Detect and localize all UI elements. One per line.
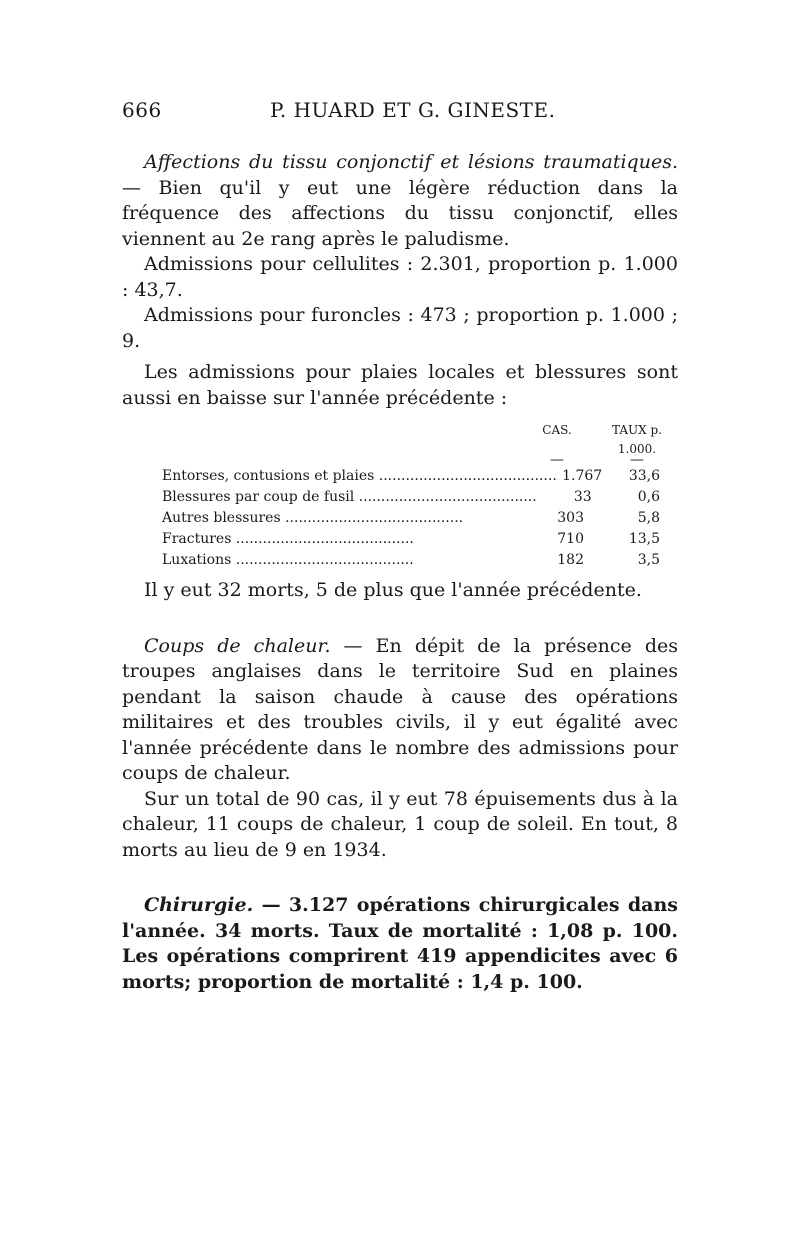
table-header-rule — [162, 451, 682, 467]
running-title: P. HUARD ET G. GINESTE. — [270, 98, 556, 122]
paragraph-furoncles: Admissions pour furoncles : 473 ; proportion p. 1.000 ; 9. — [122, 304, 678, 352]
row-taux: 5,8 — [637, 510, 660, 526]
table-row — [162, 551, 682, 572]
row-taux: 33,6 — [628, 468, 660, 484]
section-heading-affections: Affections du tissu conjonctif et lésions traumatiques. — [144, 151, 678, 173]
row-label: Luxations ........................................ — [162, 552, 414, 568]
row-label-text: Luxations — [162, 552, 232, 568]
paragraph-text: — Bien qu'il y eut une légère réduction dans la fréquence des affections du tissu conjonctif, elles viennent au 2e rang après le paludisme. — [122, 176, 678, 250]
row-taux: 3,5 — [637, 552, 660, 568]
rule-dash: — — [550, 452, 564, 468]
running-header — [122, 98, 678, 128]
rule-dash: — — [630, 452, 644, 468]
row-label: Fractures ........................................ — [162, 531, 414, 547]
paragraph-affections — [122, 150, 678, 252]
table-row — [162, 509, 682, 530]
row-cas: 303 — [557, 510, 584, 526]
row-label-text: Fractures — [162, 531, 232, 547]
paragraph-coups-total: Sur un total de 90 cas, il y eut 78 épuisements dus à la chaleur, 11 coups de chaleur, 1 coup de soleil. En tout, 8 morts au lieu de 9 en 1934. — [122, 787, 678, 861]
paragraph-plaies: Les admissions pour plaies locales et blessures sont aussi en baisse sur l'année précédente : — [122, 361, 678, 409]
row-cas: 182 — [557, 552, 584, 568]
column-header-taux: TAUX p. 1.000. — [612, 423, 662, 456]
row-label: Autres blessures ........................................ — [162, 510, 464, 526]
paragraph-text: — 3.127 opérations chirurgicales dans l'année. 34 morts. Taux de mortalité : 1,08 p. 100. Les opérations comprirent 419 appendicites avec 6 morts; proportion de mortalité : 1,4 p. 100. — [122, 894, 678, 993]
paragraph-morts: Il y eut 32 morts, 5 de plus que l'année précédente. — [144, 579, 642, 601]
row-label-text: Blessures par coup de fusil — [162, 489, 355, 505]
row-cas: 710 — [557, 531, 584, 547]
table-row — [162, 488, 682, 509]
page-number: 666 — [122, 98, 162, 122]
paragraph-cellulites: Admissions pour cellulites : 2.301, proportion p. 1.000 : 43,7. — [122, 253, 678, 301]
body-text — [122, 150, 678, 995]
table-row — [162, 530, 682, 551]
table-row — [162, 467, 682, 488]
traumatic-lesions-table — [162, 421, 682, 572]
section-heading-coups-de-chaleur: Coups de chaleur. — [144, 634, 331, 657]
paragraph-text: — En dépit de la présence des troupes anglaises dans le territoire Sud en plaines pendant la saison chaude à cause des opérations militaires et des troubles civils, il y eut égalité avec l'année précédente dans le nombre des admissions pour coups de chaleur. — [122, 634, 678, 784]
chirurgie-bold — [122, 894, 678, 993]
row-taux: 13,5 — [628, 531, 660, 547]
paragraph-coups-de-chaleur — [122, 634, 678, 787]
row-label: Blessures par coup de fusil ........................................ — [162, 489, 537, 505]
paragraph-chirurgie — [122, 893, 678, 995]
table-header — [162, 421, 682, 456]
row-label-text: Autres blessures — [162, 510, 281, 526]
row-label-text: Entorses, contusions et plaies — [162, 468, 375, 484]
row-label: Entorses, contusions et plaies ........................................ — [162, 468, 557, 484]
column-header-cas: CAS. — [542, 423, 572, 437]
row-cas: 33 — [573, 489, 592, 505]
row-cas: 1.767 — [562, 468, 603, 484]
row-taux: 0,6 — [637, 489, 660, 505]
section-heading-chirurgie: Chirurgie. — [144, 894, 254, 916]
